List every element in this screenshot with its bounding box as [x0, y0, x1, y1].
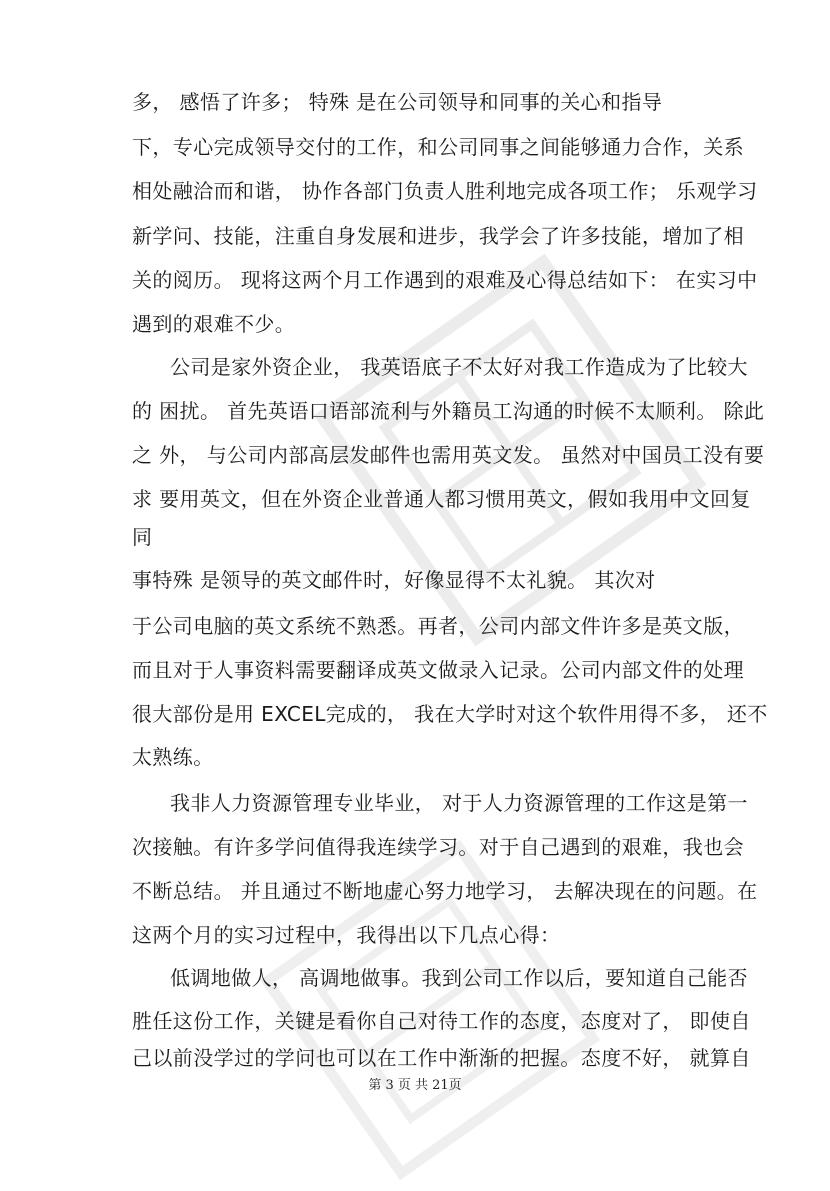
text-line: 次接触。有许多学问值得我连续学习。对于自己遇到的艰难，我也会	[132, 835, 744, 859]
text-line: 关的阅历。 现将这两个月工作遇到的艰难及心得总结如下： 在实习中	[132, 268, 758, 292]
text-line: 不断总结。 并且通过不断地虚心努力地学习， 去解决现在的问题。在	[132, 879, 758, 903]
paragraph-first-line: 我非人力资源管理专业毕业， 对于人力资源管理的工作这是第一	[170, 791, 748, 815]
text-line: 新学问、技能，注重自身发展和进步，我学会了许多技能，增加了相	[132, 224, 744, 248]
text-line: 下，专心完成领导交付的工作，和公司同事之间能够通力合作，关系	[132, 135, 744, 159]
page-footer: 第 3 页 共 21页	[368, 1078, 462, 1093]
paragraph-first-line: 低调地做人， 高调地做事。我到公司工作以后，要知道自己能否	[170, 966, 748, 990]
text-line: 于公司电脑的英文系统不熟悉。再者，公司内部文件许多是英文版，	[132, 614, 744, 638]
text-line: 多， 感悟了许多； 特殊 是在公司领导和同事的关心和指导	[132, 90, 663, 114]
text-line: 求 要用英文，但在外资企业普通人都习惯用英文，假如我用中文回复	[132, 487, 751, 511]
text-line: 很大部份是用 EXCEL完成的， 我在大学时对这个软件用得不多， 还不	[132, 702, 768, 726]
text-line: 之 外， 与公司内部高层发邮件也需用英文发。 虽然对中国员工没有要	[132, 443, 765, 467]
text-line: 事特殊 是领导的英文邮件时，好像显得不太礼貌。 其次对	[132, 568, 656, 592]
text-line: 同	[132, 525, 153, 549]
text-line: 太熟练。	[132, 745, 214, 769]
text-line: 胜任这份工作，关键是看你自己对待工作的态度，态度对了， 即使自	[132, 1009, 751, 1033]
text-line: 己以前没学过的学问也可以在工作中渐渐的把握。态度不好， 就算自	[132, 1046, 751, 1070]
text-line: 这两个月的实习过程中，我得出以下几点心得：	[132, 923, 561, 947]
text-line: 的 困扰。 首先英语口语部流利与外籍员工沟通的时候不太顺利。 除此	[132, 399, 765, 423]
text-line: 相处融洽而和谐， 协作各部门负责人胜利地完成各项工作； 乐观学习	[132, 179, 758, 203]
paragraph-first-line: 公司是家外资企业， 我英语底子不太好对我工作造成为了比较大	[170, 355, 748, 379]
text-line: 遇到的艰难不少。	[132, 312, 296, 336]
text-line: 而且对于人事资料需要翻译成英文做录入记录。公司内部文件的处理	[132, 658, 744, 682]
